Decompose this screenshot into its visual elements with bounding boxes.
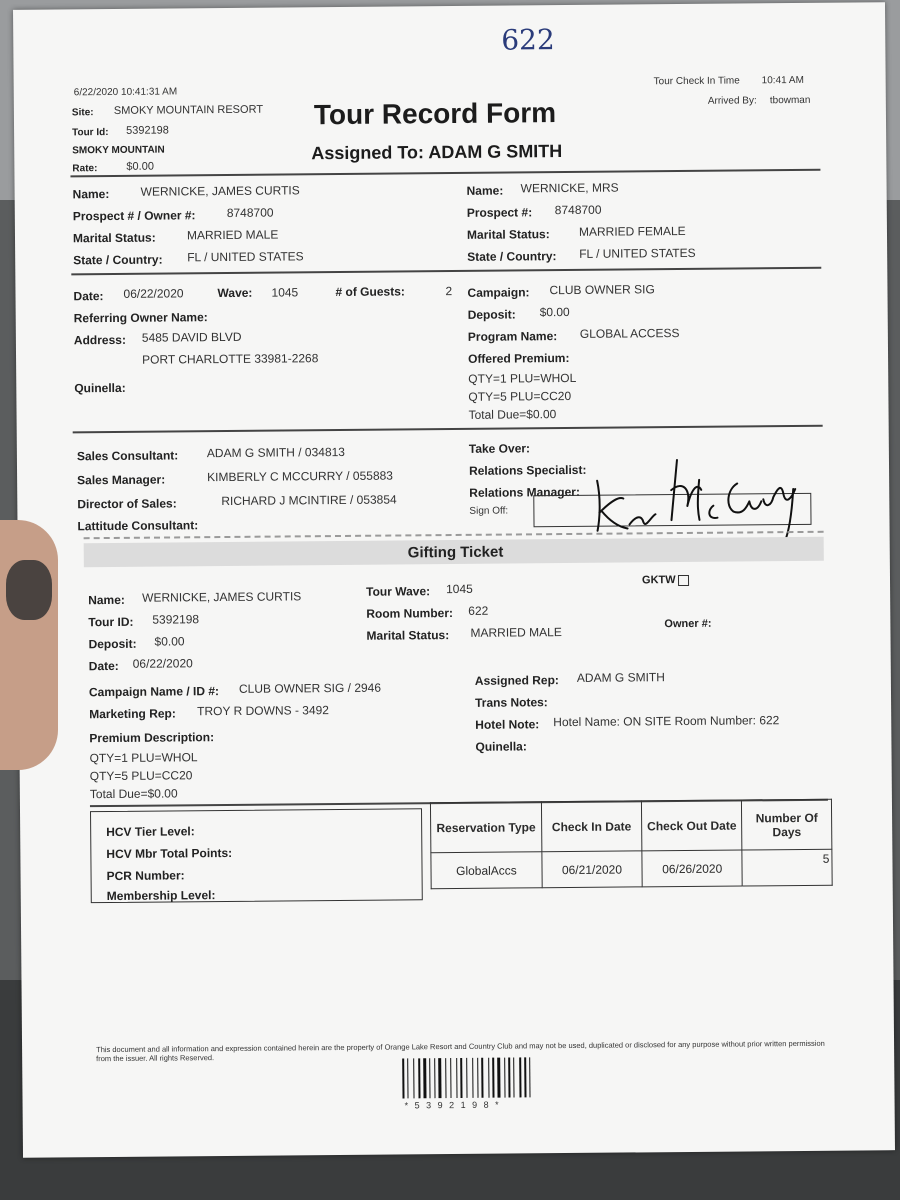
form-title: Tour Record Form [313, 97, 557, 131]
guest1-name: WERNICKE, JAMES CURTIS [140, 183, 300, 199]
reservation-table [430, 799, 833, 890]
relations-manager-label: Relations Manager: [469, 484, 581, 500]
gift-tour-id-label: Tour ID: [88, 614, 134, 630]
premium-line2: QTY=5 PLU=CC20 [468, 388, 572, 404]
hand-holding-paper [0, 520, 58, 770]
arrived-by-label: Arrived By: [707, 95, 757, 107]
cell-reservation-type: GlobalAccs [431, 852, 542, 889]
header-check-in: Check In Date [541, 801, 642, 852]
barcode-bar [481, 1058, 483, 1098]
barcode-bar [447, 1058, 449, 1098]
guest1-state: FL / UNITED STATES [187, 249, 304, 265]
fingernail [6, 560, 52, 620]
membership-level-label: Membership Level: [106, 888, 216, 904]
gifting-ticket-title: Gifting Ticket [407, 543, 504, 562]
barcode-bar [460, 1058, 462, 1098]
gift-room-label: Room Number: [366, 606, 454, 621]
cell-check-out: 06/26/2020 [642, 850, 743, 887]
sales-manager-label: Sales Manager: [77, 472, 166, 488]
marketing-rep-label: Marketing Rep: [89, 706, 176, 722]
guest2-name-label: Name: [466, 183, 504, 198]
barcode-bar [519, 1057, 521, 1097]
gift-owner-label: Owner #: [664, 617, 712, 631]
sign-off-label: Sign Off: [469, 505, 509, 517]
barcode-bar [468, 1058, 471, 1098]
assigned-rep: ADAM G SMITH [576, 670, 665, 685]
barcode-bar [524, 1057, 526, 1097]
gift-premium-line1: QTY=1 PLU=WHOL [89, 750, 198, 766]
tour-date-label: Date: [73, 289, 104, 304]
guest2-name: WERNICKE, MRS [520, 180, 619, 196]
arrived-by-value: tbowman [769, 94, 811, 107]
pcr-number-label: PCR Number: [106, 868, 185, 884]
guest2-prospect-label: Prospect #: [466, 205, 533, 220]
barcode-icon [402, 1057, 535, 1098]
sales-consultant: ADAM G SMITH / 034813 [206, 444, 345, 461]
cell-check-in: 06/21/2020 [542, 851, 643, 888]
table-row [431, 849, 832, 888]
premium-description-label: Premium Description: [89, 730, 215, 746]
gift-campaign: CLUB OWNER SIG / 2946 [238, 680, 382, 696]
cell-number-of-days: 5 [742, 849, 832, 886]
gift-deposit: $0.00 [154, 634, 185, 649]
tour-id-value: 5392198 [126, 124, 169, 137]
site-label: Site: [71, 107, 94, 119]
hcv-points-label: HCV Mbr Total Points: [106, 845, 233, 862]
table-row [430, 799, 831, 852]
barcode-bar [474, 1058, 476, 1098]
divider [70, 169, 820, 178]
handwritten-room-number: 622 [501, 23, 555, 57]
address-line2: PORT CHARLOTTE 33981-2268 [142, 351, 319, 367]
guest1-prospect-label: Prospect # / Owner #: [72, 208, 196, 224]
rate-label: Rate: [72, 163, 98, 175]
lattitude-consultant-label: Lattitude Consultant: [77, 518, 199, 534]
deposit-label: Deposit: [467, 307, 516, 322]
premium-line1: QTY=1 PLU=WHOL [468, 370, 577, 386]
barcode-bar [492, 1058, 494, 1098]
barcode-bar [531, 1057, 534, 1097]
tour-wave: 1045 [271, 285, 299, 300]
campaign-label: Campaign: [467, 285, 530, 300]
barcode-bar [438, 1058, 441, 1098]
guest2-state-label: State / Country: [467, 249, 557, 264]
gift-marital: MARRIED MALE [470, 625, 562, 640]
program-label: Program Name: [467, 329, 558, 344]
gift-name: WERNICKE, JAMES CURTIS [142, 589, 302, 605]
disclaimer-text: This document and all information and expression contained herein are the property of Orange Lake Resort and Country Club and may not be used, duplicated or disclosed for any purpose without prior written permission from the issuer. All rights Reserved. [96, 1038, 825, 1064]
divider [73, 425, 823, 434]
tour-wave-label: Wave: [217, 285, 253, 301]
guest2-prospect: 8748700 [554, 202, 602, 218]
barcode-bar [409, 1058, 412, 1098]
gift-campaign-label: Campaign Name / ID #: [88, 684, 220, 700]
barcode-text: * 5 3 9 2 1 9 8 * [404, 1099, 501, 1111]
guest2-marital-label: Marital Status: [466, 227, 550, 242]
program-value: GLOBAL ACCESS [579, 326, 680, 341]
gift-tour-id: 5392198 [152, 612, 200, 627]
gift-wave: 1045 [446, 581, 473, 597]
gift-date-label: Date: [88, 658, 119, 674]
site-value: SMOKY MOUNTAIN RESORT [113, 103, 264, 117]
tour-guests: 2 [445, 284, 453, 299]
gift-premium-line2: QTY=5 PLU=CC20 [89, 768, 193, 784]
gift-quinella-label: Quinella: [475, 739, 527, 754]
barcode-bar [508, 1058, 510, 1098]
sales-manager: KIMBERLY C MCCURRY / 055883 [207, 468, 394, 485]
referring-owner-label: Referring Owner Name: [73, 310, 208, 326]
barcode-bar [423, 1058, 426, 1098]
gktw-text: GKTW [641, 574, 676, 587]
tour-guests-label: # of Guests: [335, 284, 405, 300]
barcode-bar [415, 1058, 417, 1098]
hcv-tier-label: HCV Tier Level: [106, 824, 195, 840]
barcode-bar [463, 1058, 465, 1098]
gift-name-label: Name: [88, 592, 125, 608]
barcode-bar [418, 1058, 420, 1098]
deposit-value: $0.00 [539, 304, 570, 320]
gift-date: 06/22/2020 [132, 656, 193, 671]
director-of-sales-label: Director of Sales: [77, 496, 177, 512]
director-of-sales: RICHARD J MCINTIRE / 053854 [221, 492, 397, 509]
gift-wave-label: Tour Wave: [366, 584, 431, 599]
tour-id-label: Tour Id: [72, 126, 109, 139]
guest2-marital: MARRIED FEMALE [578, 223, 686, 239]
site-short: SMOKY MOUNTAIN [72, 144, 165, 157]
header-reservation-type: Reservation Type [430, 802, 541, 853]
guest1-prospect: 8748700 [226, 205, 274, 220]
signature-icon [587, 449, 808, 551]
rate-value: $0.00 [126, 160, 154, 173]
checkin-label: Tour Check In Time [653, 75, 740, 88]
barcode-bar [442, 1058, 444, 1098]
tour-date: 06/22/2020 [123, 286, 184, 301]
tour-record-form-paper [13, 2, 895, 1158]
barcode-bar [497, 1058, 500, 1098]
gift-room: 622 [468, 603, 489, 618]
assigned-rep-label: Assigned Rep: [474, 673, 559, 688]
premium-total-due: Total Due=$0.00 [468, 407, 557, 422]
trans-notes-label: Trans Notes: [475, 695, 548, 710]
header-number-of-days: Number Of Days [742, 799, 832, 850]
barcode-bar [431, 1058, 433, 1098]
hotel-note-label: Hotel Note: [475, 717, 540, 732]
gktw-checkbox[interactable] [678, 575, 689, 586]
barcode-bar [484, 1058, 487, 1098]
print-timestamp: 6/22/2020 10:41:31 AM [73, 86, 178, 99]
guest1-marital: MARRIED MALE [186, 227, 279, 243]
barcode-bar [452, 1058, 455, 1098]
assigned-to: Assigned To: ADAM G SMITH [311, 141, 563, 164]
hotel-note: Hotel Name: ON SITE Room Number: 622 [553, 713, 780, 730]
guest2-state: FL / UNITED STATES [579, 245, 696, 261]
divider [71, 267, 821, 276]
checkin-value: 10:41 AM [761, 74, 804, 87]
marketing-rep: TROY R DOWNS - 3492 [197, 703, 330, 719]
offered-premium-label: Offered Premium: [468, 350, 570, 366]
address-line1: 5485 DAVID BLVD [141, 329, 242, 345]
sales-consultant-label: Sales Consultant: [76, 448, 179, 464]
gktw-label [642, 574, 689, 586]
campaign-value: CLUB OWNER SIG [549, 282, 655, 298]
header-check-out: Check Out Date [641, 800, 742, 851]
quinella-label: Quinella: [74, 380, 126, 396]
guest1-state-label: State / Country: [73, 252, 163, 268]
guest1-name-label: Name: [72, 186, 110, 202]
address-label: Address: [73, 332, 126, 348]
gift-total-due: Total Due=$0.00 [89, 786, 178, 802]
barcode-bar [402, 1058, 404, 1098]
barcode-bar [501, 1058, 503, 1098]
take-over-label: Take Over: [468, 441, 531, 456]
gift-deposit-label: Deposit: [88, 636, 137, 652]
barcode-bar [515, 1057, 518, 1097]
guest1-marital-label: Marital Status: [72, 230, 156, 246]
gift-marital-label: Marital Status: [366, 628, 450, 643]
relations-specialist-label: Relations Specialist: [468, 462, 587, 478]
